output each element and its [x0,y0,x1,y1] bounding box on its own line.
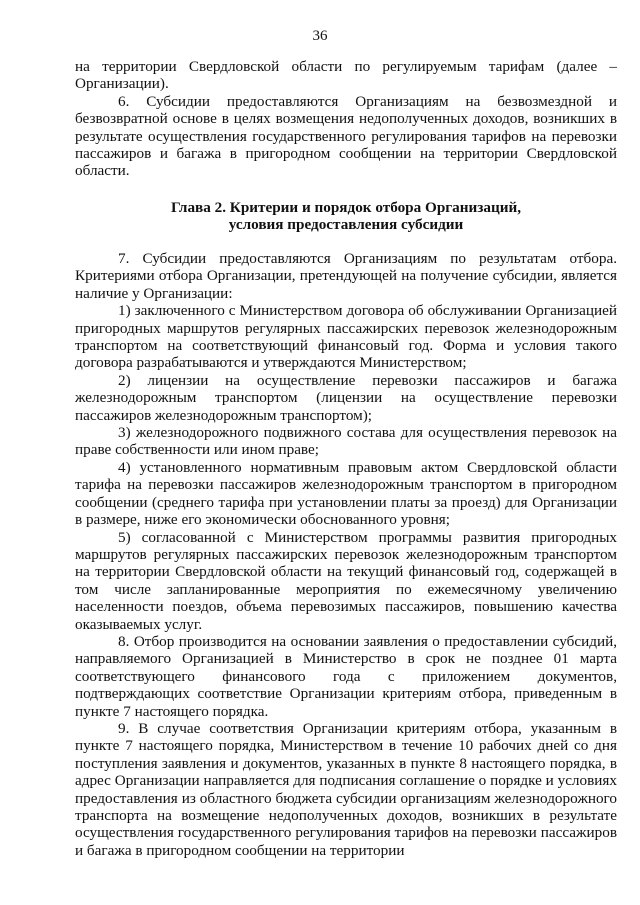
paragraph-8: 8. Отбор производится на основании заявления о предоставлении субсидий, направляемого Организацией в Министерство в срок не позднее 01 марта соответствующего финансового года с приложением документов, подтверждающих соответствие Организации критериям отбора, приведенным в пункте 7 настоящего порядка. [75,632,617,720]
paragraph-9: 9. В случае соответствия Организации критериям отбора, указанным в пункте 7 настоящего порядка, Министерством в течение 10 рабочих дней со дня поступления заявления и документов, указанных в пункте 8 настоящего порядка, в адрес Организации направляется для подписания соглашение о порядке и условиях предоставления из областного бюджета субсидии организациям железнодорожного транспорта на возмещение недополученных доходов, возникших в результате осуществления государственного регулирования тарифов на перевозки пассажиров и багажа в пригородном сообщении на территории [75,719,617,859]
chapter-body [75,250,617,859]
paragraph-6: 6. Субсидии предоставляются Организациям на безвозмездной и безвозвратной основе в целях возмещения недополученных доходов, возникших в результате осуществления государственного регулирования тарифов на перевозки пассажиров и багажа в пригородном сообщении на территории Свердловской области. [75,92,617,180]
paragraph-continuation: на территории Свердловской области по регулируемым тарифам (далее – Организации). [75,58,617,93]
chapter-title-line-2: условия предоставления субсидии [228,216,464,234]
criteria-item-4: 4) установленного нормативным правовым актом Свердловской области тарифа на перевозки пассажиров железнодорожным транспортом в пригородном сообщении (среднего тарифа при установлении платы за проезд) для Организации в размере, ниже его экономически обоснованного уровня; [75,458,617,529]
paragraph-7: 7. Субсидии предоставляются Организациям по результатам отбора. Критериями отбора Организации, претендующей на получение субсидии, является наличие у Организации: [75,250,617,302]
chapter-heading [75,199,617,234]
criteria-item-5: 5) согласованной с Министерством программы развития пригородных маршрутов регулярных пассажирских перевозок железнодорожным транспортом на территории Свердловской области на текущий финансовый год, содержащей в том числе запланированные мероприятия по ежемесячному увеличению населенности поездов, объема перевозимых пассажиров, повышению качества оказываемых услуг. [75,528,617,633]
criteria-item-1: 1) заключенного с Министерством договора об обслуживании Организацией пригородных маршрутов регулярных пассажирских перевозок железнодорожным транспортом на соответствующий финансовый год. Форма и условия такого договора разрабатываются и утверждаются Министерством; [75,302,617,372]
criteria-item-2: 2) лицензии на осуществление перевозки пассажиров и багажа железнодорожным транспортом (лицензии на осуществление перевозки пассажиров железнодорожным транспортом); [75,371,617,424]
intro-section [75,58,617,180]
criteria-item-3: 3) железнодорожного подвижного состава для осуществления перевозок на праве собственности или ином праве; [75,424,617,459]
chapter-title-line-1: Глава 2. Критерии и порядок отбора Организаций, [170,199,522,216]
page-number: 36 [312,28,328,44]
